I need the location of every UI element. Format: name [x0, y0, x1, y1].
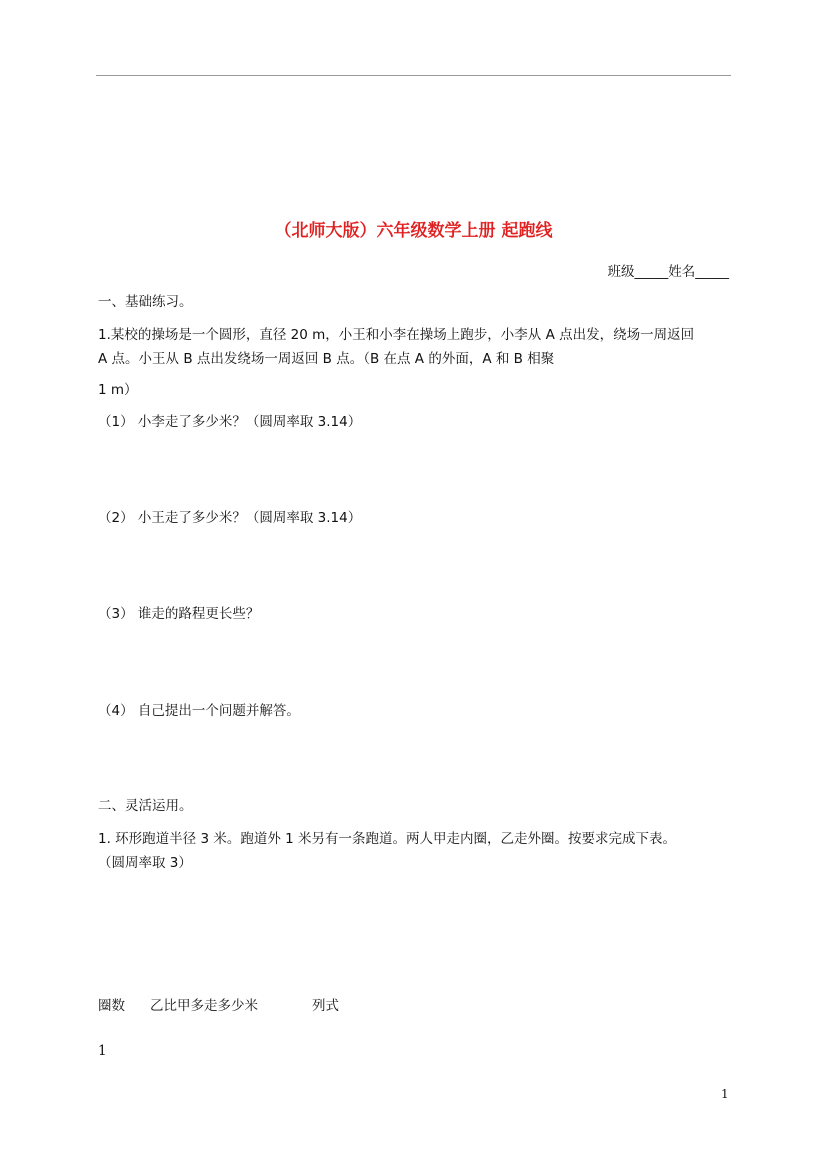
header-rule — [96, 75, 731, 76]
table-header-laps: 圈数 — [98, 998, 125, 1014]
page-number: 1 — [721, 1087, 729, 1101]
page-title: （北师大版）六年级数学上册 起跑线 — [274, 221, 553, 241]
table-header-extra-distance: 乙比甲多走多少米 — [150, 998, 258, 1014]
question1-text-line3: 1 m） — [98, 382, 138, 398]
question2-text-line1: 1. 环形跑道半径 3 米。跑道外 1 米另有一条跑道。两人甲走内圈，乙走外圈。按要求完成下表。 — [98, 831, 677, 847]
subquestion-4: （4） 自己提出一个问题并解答。 — [98, 703, 300, 719]
section2-heading: 二、灵活运用。 — [98, 798, 193, 814]
question1-text-line1: 1.某校的操场是一个圆形，直径 20 m，小王和小李在操场上跑步，小李从 A 点出发，绕场一周返回 — [98, 327, 695, 343]
table-header-row — [98, 996, 339, 1016]
table-header-formula: 列式 — [312, 998, 339, 1014]
section1-heading: 一、基础练习。 — [98, 294, 193, 310]
question2-text-line2: （圆周率取 3） — [98, 855, 192, 871]
class-name-line: 班级_____姓名_____ — [607, 264, 729, 280]
subquestion-3: （3） 谁走的路程更长些？ — [98, 606, 260, 622]
question1-text-line2: A 点。小王从 B 点出发绕场一周返回 B 点。（B 在点 A 的外面，A 和 B 相聚 — [98, 351, 555, 367]
subquestion-1: （1） 小李走了多少米？（圆周率取 3.14） — [98, 414, 362, 430]
subquestion-2: （2） 小王走了多少米？（圆周率取 3.14） — [98, 510, 362, 526]
table-cell-lap-1: 1 — [98, 1043, 107, 1059]
